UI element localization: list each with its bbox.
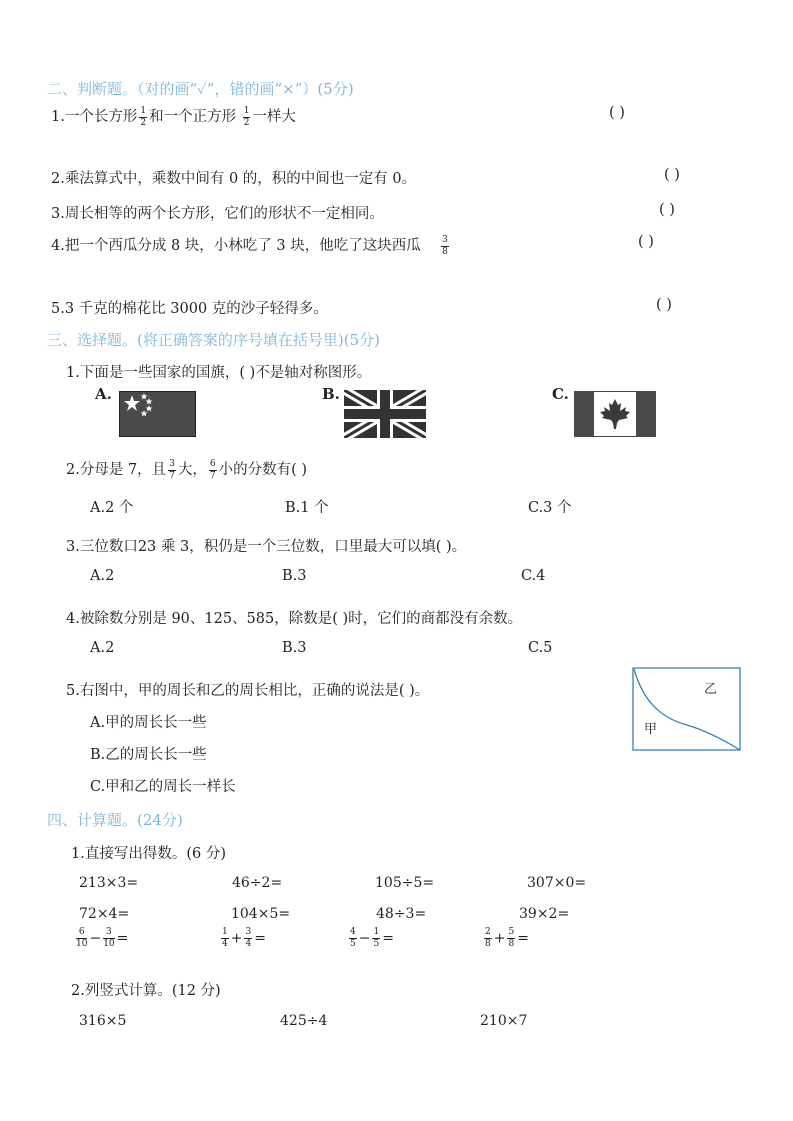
equals-sign: = — [382, 930, 394, 947]
judge-q2: 2.乘法算式中，乘数中间有 0 的，积的中间也一定有 0。 — [51, 171, 417, 187]
fraction: $\frac{1}{2}$ — [243, 105, 250, 128]
vertical-calc-item: 425÷4 — [280, 1013, 328, 1029]
calc-item: 307×0= — [527, 875, 587, 891]
calc-item: 46÷2= — [232, 875, 283, 891]
judge-q5: 5.3 千克的棉花比 3000 克的沙子轻得多。 — [51, 301, 328, 317]
fraction: $\frac{3}{4}$ — [245, 927, 252, 949]
choice-q2-text-a: 2.分母是 7，且 — [66, 462, 167, 478]
calc-item: 48÷3= — [376, 906, 427, 922]
choice-q3-option-b: B.3 — [282, 568, 307, 584]
calc-item: 39×2= — [519, 906, 570, 922]
fraction: $\frac{4}{5}$ — [350, 927, 356, 949]
judge-q4 — [51, 234, 451, 257]
fraction: $\frac{1}{4}$ — [222, 927, 228, 949]
fraction: $\frac{3}{7}$ — [169, 458, 175, 481]
operator: + — [230, 930, 243, 947]
option-label-a: A. — [95, 385, 112, 403]
operator: + — [493, 930, 506, 947]
fraction: $\frac{3}{8}$ — [442, 234, 448, 257]
choice-q2-option-b: B.1 个 — [285, 500, 329, 516]
answer-paren: ( ) — [656, 297, 672, 313]
option-label-b: B. — [322, 385, 340, 403]
section-2-title: 二、判断题。（对的画“✓”，错的画“×”）(5分) — [47, 80, 354, 98]
section-3-title: 三、选择题。(将正确答案的序号填在括号里)(5分) — [47, 331, 380, 349]
choice-q3-option-c: C.4 — [521, 568, 546, 584]
canada-flag-image — [574, 391, 656, 437]
fraction: $\frac{1}{5}$ — [373, 927, 380, 949]
judge-q4-text: 4.把一个西瓜分成 8 块，小林吃了 3 块，他吃了这块西瓜 — [51, 238, 421, 254]
operator: − — [358, 930, 371, 947]
option-label-c: C. — [552, 385, 569, 403]
china-flag-image — [119, 391, 196, 437]
fraction: $\frac{6}{10}$ — [76, 927, 88, 949]
judge-q3: 3.周长相等的两个长方形，它们的形状不一定相同。 — [51, 206, 384, 222]
calc-item: 105÷5= — [375, 875, 435, 891]
choice-q5: 5.右图中，甲的周长和乙的周长相比，正确的说法是( )。 — [66, 683, 430, 699]
fraction: $\frac{3}{10}$ — [103, 927, 115, 949]
fraction: $\frac{1}{2}$ — [140, 105, 147, 128]
judge-q1-text-a: 1.一个长方形 — [51, 109, 138, 125]
choice-q2-option-a: A.2 个 — [90, 500, 134, 516]
choice-q5-option-a: A.甲的周长长一些 — [90, 715, 207, 731]
fraction-calc-item — [74, 928, 128, 949]
choice-q4-option-a: A.2 — [90, 640, 115, 656]
operator: − — [89, 930, 102, 947]
uk-flag-image — [344, 390, 426, 438]
equals-sign: = — [116, 930, 129, 947]
calc-item: 213×3= — [79, 875, 139, 891]
equals-sign: = — [254, 930, 266, 947]
fraction-calc-item — [482, 928, 529, 949]
choice-q2 — [66, 458, 307, 481]
choice-q5-option-b: B.乙的周长长一些 — [90, 747, 207, 763]
choice-q2-option-c: C.3 个 — [528, 500, 572, 516]
fraction: $\frac{2}{8}$ — [485, 927, 491, 949]
section-4-title: 四、计算题。(24分) — [47, 811, 183, 829]
vertical-calc-item: 210×7 — [480, 1013, 528, 1029]
fraction-calc-item — [347, 928, 394, 949]
choice-q3-option-a: A.2 — [90, 568, 115, 584]
answer-paren: ( ) — [609, 105, 625, 121]
choice-q4: 4.被除数分别是 90、125、585，除数是( )时，它们的商都没有余数。 — [66, 611, 523, 627]
fraction: $\frac{5}{8}$ — [508, 927, 515, 949]
judge-q1 — [51, 105, 296, 128]
calc-item: 72×4= — [79, 906, 130, 922]
perimeter-figure — [632, 667, 742, 752]
judge-q1-text-b: 和一个正方形 — [149, 109, 237, 125]
calc-part-1-title: 1.直接写出得数。(6 分) — [71, 846, 226, 862]
judge-q1-text-c: 一样大 — [252, 109, 296, 125]
figure-label-yi: 乙 — [704, 682, 718, 697]
answer-paren: ( ) — [659, 202, 675, 218]
figure-label-jia: 甲 — [644, 722, 658, 737]
choice-q4-option-b: B.3 — [282, 640, 307, 656]
equals-sign: = — [517, 930, 529, 947]
answer-paren: ( ) — [638, 234, 654, 250]
fraction-calc-item — [219, 928, 266, 949]
choice-q2-text-c: 小的分数有( ) — [218, 462, 308, 478]
fraction: $\frac{6}{7}$ — [209, 458, 216, 481]
calc-part-2-title: 2.列竖式计算。(12 分) — [71, 983, 221, 999]
choice-q1: 1.下面是一些国家的国旗，( )不是轴对称图形。 — [66, 365, 372, 381]
choice-q4-option-c: C.5 — [528, 640, 553, 656]
choice-q5-option-c: C.甲和乙的周长一样长 — [90, 779, 236, 795]
vertical-calc-item: 316×5 — [79, 1013, 127, 1029]
choice-q2-text-b: 大， — [177, 462, 207, 478]
answer-paren: ( ) — [664, 167, 680, 183]
choice-q3: 3.三位数口23 乘 3，积仍是一个三位数，口里最大可以填( )。 — [66, 539, 467, 555]
calc-item: 104×5= — [231, 906, 291, 922]
